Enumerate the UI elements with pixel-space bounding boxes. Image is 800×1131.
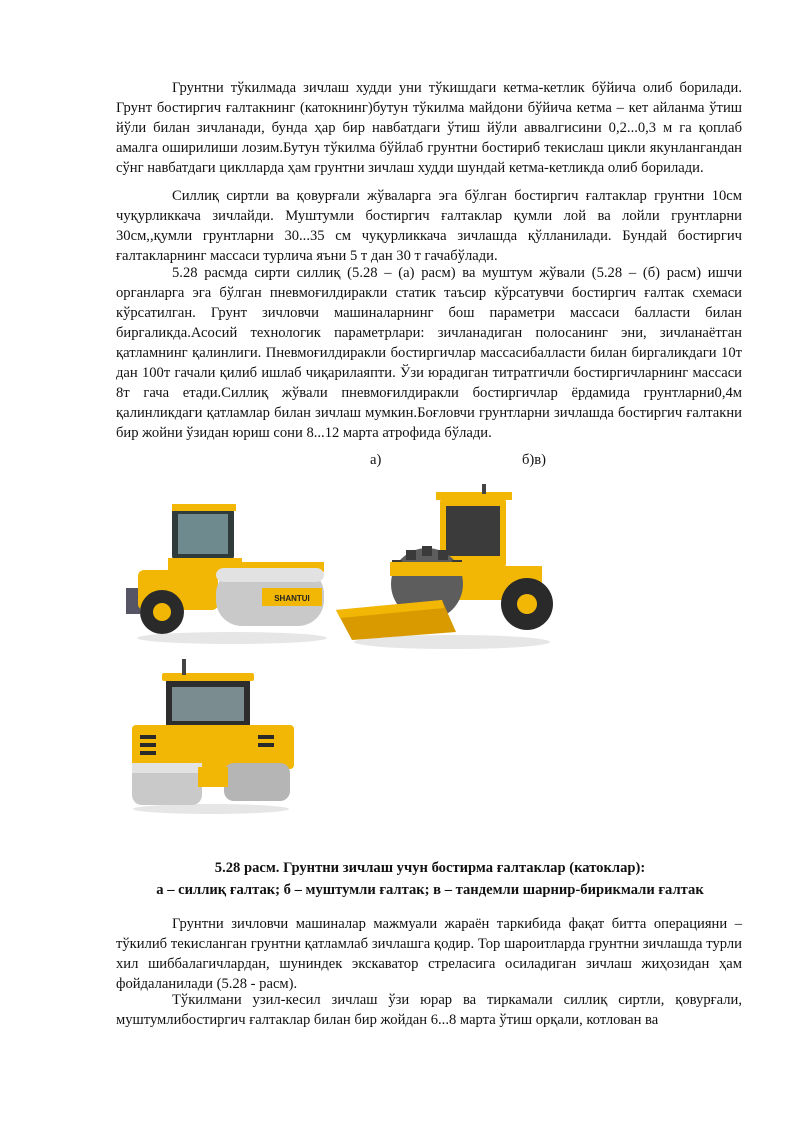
padfoot-roller-image (332, 482, 554, 652)
paragraph-3: 5.28 расмда сирти силлиқ (5.28 – (а) расм) ва муштум жўвали (5.28 – (б) расм) ишчи органларга эга бўлган пневмоғилдиракли статик таъсир кўрсатувчи бостиргич ғалтак схемаси кўрсатилган. Грунт зичловчи машиналарнинг бош параметри массаси балласти билан биргаликда.Асосий технологик параметрлари: зичланадиган полосанинг эни, зичланаётган қатламнинг қалинлиги. Пневмоғилдиракли бостиргичлар массасибалласти билан биргаликдаги 10т дан 100т гачали қилиб ишлаб чиқарилаяпти. Ўзи юрадиган титратгичли бостиргичларнинг массаси 8т гача етади.Силлиқ жўвали пневмоғилдиракли бостиргичлар ёрдамида грунтларни0,4м қалинликдаги қатламлар билан зичлаш мумкин.Боғловчи грунтларни зичлашда бостиргич ғалтакни бир жойни ўзидан юриш сони 8...12 марта атрофида бўлади. (116, 265, 742, 441)
figure-label-bv: б)в) (522, 452, 547, 468)
caption-line-1: 5.28 расм. Грунтни зичлаш учун бостирма ғалтаклар (катоклар): (214, 860, 646, 876)
tandem-roller-image (126, 655, 296, 815)
figure-labels (0, 450, 800, 470)
paragraph-4: Грунтни зичловчи машиналар мажмуали жараён таркибида фақат битта операцияни – тўкилиб текисланган грунтни қатламлаб зичлашга қодир. Тор шароитларда грунтни зичлашда турли хил шиббалагичлардан, шуниндек экскаватор стреласига осиладиган зичлаш жиҳозидан ҳам фойдаланилади (5.28 - расм). (116, 916, 742, 992)
paragraph-1: Грунтни тўкилмада зичлаш худди уни тўкишдаги кетма-кетлик бўйича олиб борилади. Грунт бостиргич ғалтакнинг (катокнинг)бутун тўкилма майдони бўйича кетма – кет айланма ўтиш йўли билан зичланади, бунда ҳар бир навбатдаги ўтиш йўли аввалгисини 0,2...0,3 м га қоплаб амалга оширилиши лозим.Бутун тўкилма бўйлаб грунтни бостириб текислаш цикли якунлангандан сўнг навбатдаги циклларда ҳам грунтни зичлаш худди шундай кетма-кетликда олиб борилади. (116, 80, 742, 176)
paragraph-5: Тўкилмани узил-кесил зичлаш ўзи юрар ва тиркамали силлиқ сиртли, қовурғали, муштумлибостиргич ғалтаклар билан бир жойдан 6...8 марта ўтиш орқали, котлован ва (116, 992, 742, 1028)
figure-caption (100, 857, 760, 901)
smooth-drum-roller-image (122, 500, 330, 645)
roller-brand-text: SHANTUI (274, 594, 310, 603)
paragraph-2: Силлиқ сиртли ва қовурғали жўваларга эга бўлган бостиргич ғалтаклар грунтни 10см чуқурликкача зичлайди. Муштумли бостиргич ғалтаклар қумли лой ва лойли грунтларни 30см,,қумли грунтларни 30...35 см чуқурликкача зичлашда қўлланилади. Бундай бостиргич ғалтакларнинг массаси турлича яъни 5 т дан 30 т гачабўлади. (116, 188, 742, 264)
caption-line-2: а – силлиқ ғалтак; б – муштумли ғалтак; в – тандемли шарнир-бирикмали ғалтак (156, 882, 704, 898)
figure-label-a: а) (370, 452, 382, 468)
